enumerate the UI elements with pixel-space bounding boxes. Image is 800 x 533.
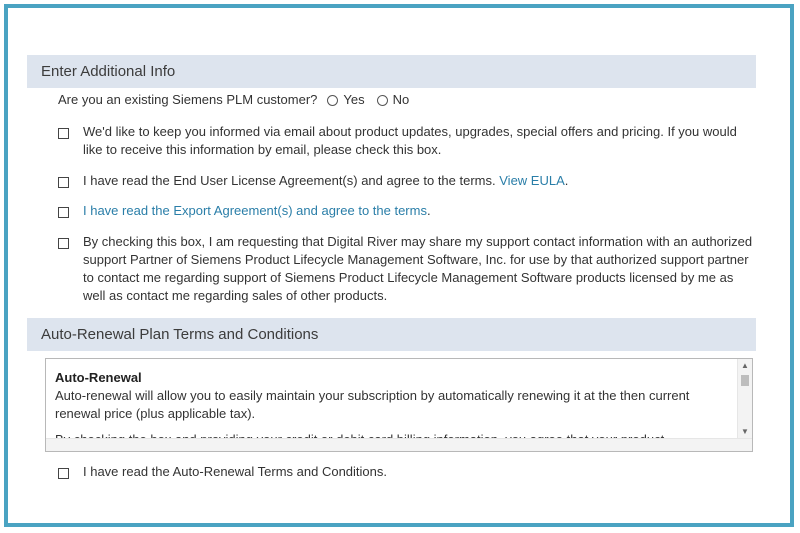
radio-no-button[interactable]: [377, 95, 388, 106]
terms-content: [55, 369, 735, 449]
eula-row: [58, 172, 758, 190]
plm-customer-question: [58, 92, 409, 107]
marketing-checkbox[interactable]: [58, 128, 69, 139]
eula-label: I have read the End User License Agreement(s) and agree to the terms.: [83, 173, 496, 188]
radio-no-label: No: [392, 92, 410, 107]
partner-sharing-checkbox[interactable]: [58, 238, 69, 249]
partner-sharing-row: [58, 233, 758, 305]
marketing-consent-row: [58, 123, 758, 159]
export-agreement-checkbox[interactable]: [58, 207, 69, 218]
marketing-consent-text: We'd like to keep you informed via email about product updates, upgrades, special offers and pricing. If you would like to receive this information by email, please check this box.: [83, 124, 737, 157]
radio-yes-button[interactable]: [327, 95, 338, 106]
export-agreement-row: [58, 202, 758, 220]
auto-renewal-header: Auto-Renewal Plan Terms and Conditions: [27, 318, 756, 351]
auto-renewal-checkbox[interactable]: [58, 468, 69, 479]
export-agreement-text: [83, 202, 753, 220]
radio-yes-label: Yes: [343, 92, 365, 107]
export-period: .: [426, 203, 431, 218]
auto-renewal-terms-box[interactable]: [45, 358, 753, 452]
additional-info-header: Enter Additional Info: [27, 55, 756, 88]
partner-sharing-text: By checking this box, I am requesting that Digital River may share my support contact information with an authorized support Partner of Siemens Product Lifecycle Management Software, Inc. for use by that authorized support partner to contact me regarding support of Siemens Product Lifecycle Management Software products licensed by me as well as contact me regarding sales of other products.: [83, 234, 753, 303]
auto-renewal-agree-text: I have read the Auto-Renewal Terms and Conditions.: [83, 464, 387, 479]
export-agreement-link[interactable]: I have read the Export Agreement(s) and agree to the terms: [83, 203, 427, 218]
scroll-down-icon[interactable]: ▼: [741, 427, 749, 436]
eula-period: .: [564, 173, 569, 188]
view-eula-link[interactable]: View EULA: [499, 173, 565, 188]
auto-renewal-agree-row: [58, 463, 758, 481]
terms-horizontal-scrollbar[interactable]: [46, 438, 752, 451]
scroll-up-icon[interactable]: ▲: [741, 361, 749, 370]
eula-checkbox[interactable]: [58, 177, 69, 188]
eula-text: [83, 172, 753, 190]
radio-yes[interactable]: [317, 92, 364, 107]
terms-vertical-scrollbar[interactable]: [737, 359, 752, 439]
terms-title: Auto-Renewal: [55, 370, 142, 385]
question-label: Are you an existing Siemens PLM customer?: [58, 92, 318, 107]
radio-no[interactable]: [365, 92, 410, 107]
scroll-thumb[interactable]: [741, 375, 749, 386]
terms-paragraph-1: Auto-renewal will allow you to easily maintain your subscription by automatically renewing it at the then current renewal price (plus applicable tax).: [55, 388, 690, 421]
